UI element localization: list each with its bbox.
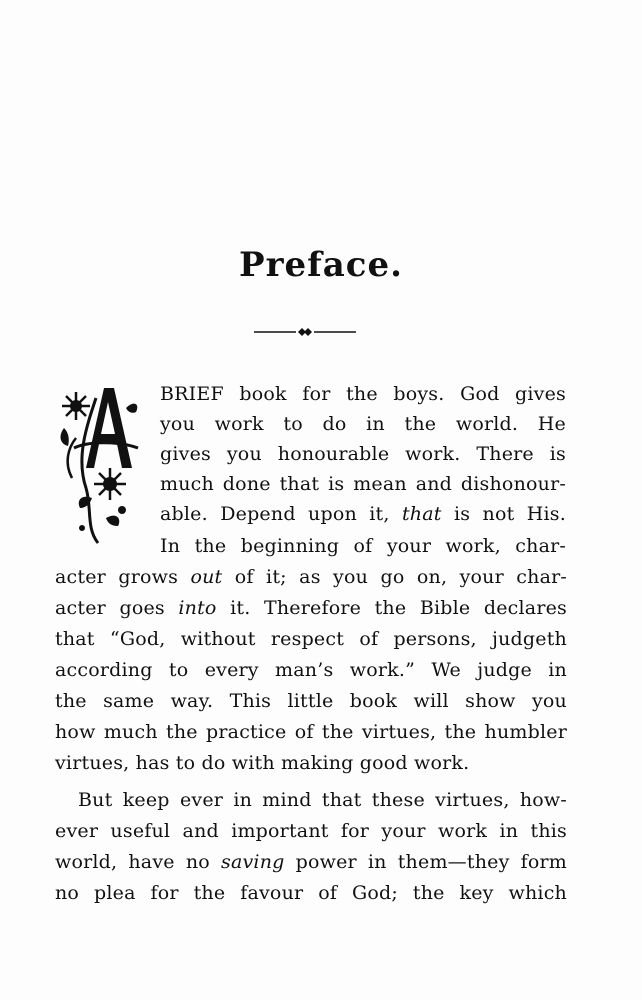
text-segment: ever useful and important for your work in this (55, 820, 567, 842)
text-segment: power in them—they form (284, 851, 567, 873)
text-line (160, 439, 566, 469)
italic-text-segment: that (401, 503, 442, 525)
text-line (160, 379, 566, 409)
decorated-initial-a-icon (56, 378, 140, 546)
text-segment: In the beginning of your work, char- (160, 535, 566, 557)
text-line (55, 748, 567, 778)
text-segment: acter grows (55, 566, 191, 588)
text-line (55, 878, 567, 908)
text-line (55, 847, 567, 877)
text-segment: it. Therefore the Bible declares (216, 597, 567, 619)
text-segment: gives you honourable work. There is (160, 443, 566, 465)
text-segment: no plea for the favour of God; the key which (55, 882, 567, 904)
italic-text-segment: saving (221, 851, 285, 873)
text-segment: according to every man’s work.” We judge in (55, 659, 567, 681)
text-segment: you work to do in the world. He (160, 413, 566, 435)
text-line (55, 717, 567, 747)
text-line (55, 686, 567, 716)
ornamental-rule-icon (254, 325, 356, 339)
text-line (160, 499, 566, 529)
text-line (160, 409, 566, 439)
text-segment: that “God, without respect of persons, judgeth (55, 628, 567, 650)
text-line (55, 593, 567, 623)
text-line (78, 785, 567, 815)
page-title: Preface. (239, 245, 403, 285)
text-segment: But keep ever in mind that these virtues, how- (78, 789, 567, 811)
text-segment: virtues, has to do with making good work. (55, 752, 470, 774)
text-line (160, 469, 566, 499)
text-segment: BRIEF book for the boys. God gives (160, 383, 566, 405)
text-segment: how much the practice of the virtues, the humbler (55, 721, 567, 743)
text-line (55, 655, 567, 685)
text-segment: world, have no (55, 851, 221, 873)
text-segment: acter goes (55, 597, 179, 619)
text-line (160, 531, 566, 561)
italic-text-segment: into (178, 597, 217, 619)
text-segment: of it; as you go on, your char- (222, 566, 568, 588)
text-segment: is not His. (441, 503, 567, 525)
text-segment: able. Depend upon it, (160, 503, 402, 525)
text-line (55, 816, 567, 846)
text-line (55, 562, 567, 592)
text-segment: much done that is mean and dishonour- (160, 473, 566, 495)
text-segment: the same way. This little book will show you (55, 690, 567, 712)
text-line (55, 624, 567, 654)
italic-text-segment: out (190, 566, 223, 588)
